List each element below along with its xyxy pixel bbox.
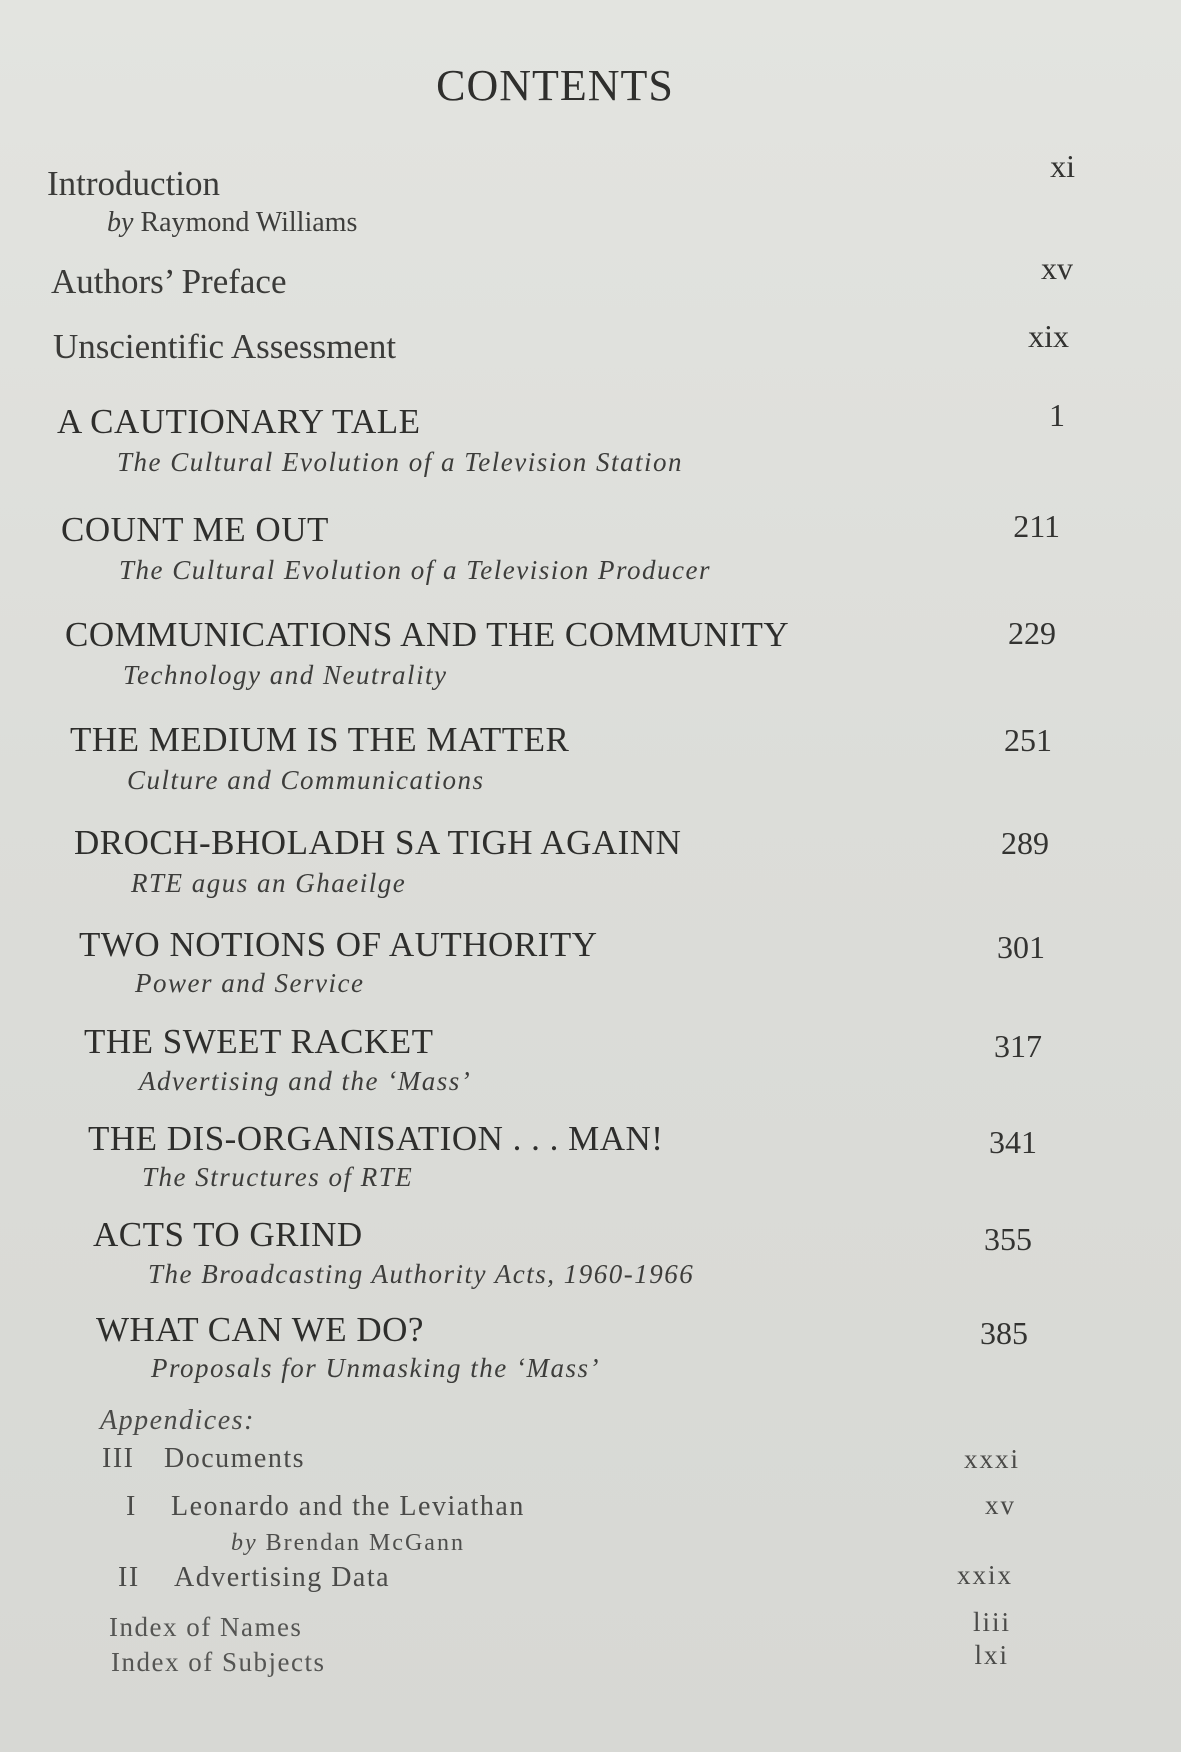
toc-chapter-title: COUNT ME OUT bbox=[61, 510, 329, 549]
appendix-entry bbox=[102, 1443, 305, 1475]
appendices-heading: Appendices: bbox=[100, 1405, 255, 1436]
page-title: CONTENTS bbox=[436, 61, 674, 110]
appendix-author bbox=[231, 1530, 465, 1557]
toc-page-number: 1 bbox=[1049, 397, 1065, 433]
toc-entry-introduction-author bbox=[107, 207, 357, 239]
toc-chapter-subtitle: The Cultural Evolution of a Television Station bbox=[117, 447, 684, 477]
appendix-entry bbox=[118, 1562, 390, 1594]
toc-page-number: 341 bbox=[989, 1124, 1037, 1160]
appendix-entry bbox=[126, 1491, 525, 1523]
toc-page-number: xv bbox=[985, 1490, 1016, 1520]
appendix-title: Advertising Data bbox=[174, 1562, 391, 1593]
toc-chapter-subtitle: The Structures of RTE bbox=[142, 1162, 414, 1192]
toc-page-number: xxix bbox=[956, 1560, 1013, 1590]
toc-chapter-title: A CAUTIONARY TALE bbox=[57, 402, 421, 441]
appendix-numeral: I bbox=[126, 1491, 137, 1522]
by-prefix: by bbox=[231, 1530, 258, 1556]
toc-page-number: xv bbox=[1041, 250, 1073, 286]
toc-entry-index-of-names: Index of Names bbox=[109, 1612, 303, 1642]
appendix-title: Documents bbox=[164, 1443, 306, 1474]
appendix-numeral: II bbox=[118, 1562, 140, 1593]
toc-chapter-title: TWO NOTIONS OF AUTHORITY bbox=[79, 925, 598, 964]
toc-page-number: 229 bbox=[1008, 615, 1056, 651]
toc-chapter-subtitle: Proposals for Unmasking the ‘Mass’ bbox=[151, 1353, 600, 1383]
toc-entry-authors-preface: Authors’ Preface bbox=[51, 262, 287, 301]
toc-chapter-subtitle: Advertising and the ‘Mass’ bbox=[139, 1066, 472, 1096]
toc-chapter-title: WHAT CAN WE DO? bbox=[96, 1310, 424, 1349]
toc-page-number: lxi bbox=[974, 1640, 1009, 1670]
toc-chapter-title: ACTS TO GRIND bbox=[93, 1215, 363, 1254]
toc-chapter-subtitle: The Broadcasting Authority Acts, 1960-1966 bbox=[148, 1259, 695, 1289]
toc-page-number: xix bbox=[1028, 318, 1069, 354]
toc-chapter-subtitle: Power and Service bbox=[135, 968, 365, 998]
toc-chapter-subtitle: The Cultural Evolution of a Television Producer bbox=[119, 555, 711, 585]
toc-entry-unscientific-assessment: Unscientific Assessment bbox=[53, 327, 397, 366]
appendix-title: Leonardo and the Leviathan bbox=[171, 1491, 525, 1522]
toc-chapter-subtitle: Technology and Neutrality bbox=[123, 660, 448, 690]
author-name: Raymond Williams bbox=[140, 207, 358, 238]
toc-page-number: 211 bbox=[1013, 508, 1060, 544]
toc-chapter-title: THE MEDIUM IS THE MATTER bbox=[70, 720, 570, 759]
toc-page-number: xi bbox=[1050, 148, 1075, 184]
toc-page-number: 251 bbox=[1004, 722, 1052, 758]
toc-chapter-subtitle: Culture and Communications bbox=[127, 765, 485, 795]
toc-page-number: 289 bbox=[1001, 825, 1049, 861]
toc-page-number: 355 bbox=[984, 1221, 1032, 1257]
toc-chapter-title: COMMUNICATIONS AND THE COMMUNITY bbox=[65, 615, 790, 654]
toc-page-number: 301 bbox=[997, 929, 1045, 965]
toc-chapter-subtitle: RTE agus an Ghaeilge bbox=[131, 868, 407, 898]
toc-page-number: 317 bbox=[994, 1028, 1042, 1064]
toc-page-number: xxxi bbox=[963, 1444, 1020, 1474]
appendix-numeral: III bbox=[102, 1443, 135, 1474]
toc-entry-index-of-subjects: Index of Subjects bbox=[111, 1647, 326, 1677]
toc-chapter-title: THE SWEET RACKET bbox=[84, 1022, 434, 1061]
author-name: Brendan McGann bbox=[265, 1530, 465, 1556]
toc-page-number: 385 bbox=[980, 1315, 1028, 1351]
toc-chapter-title: THE DIS-ORGANISATION . . . MAN! bbox=[88, 1119, 664, 1158]
toc-entry-introduction: Introduction bbox=[47, 164, 221, 203]
toc-page-number: liii bbox=[972, 1607, 1011, 1637]
by-prefix: by bbox=[107, 207, 134, 238]
toc-chapter-title: DROCH-BHOLADH SA TIGH AGAINN bbox=[74, 823, 682, 862]
